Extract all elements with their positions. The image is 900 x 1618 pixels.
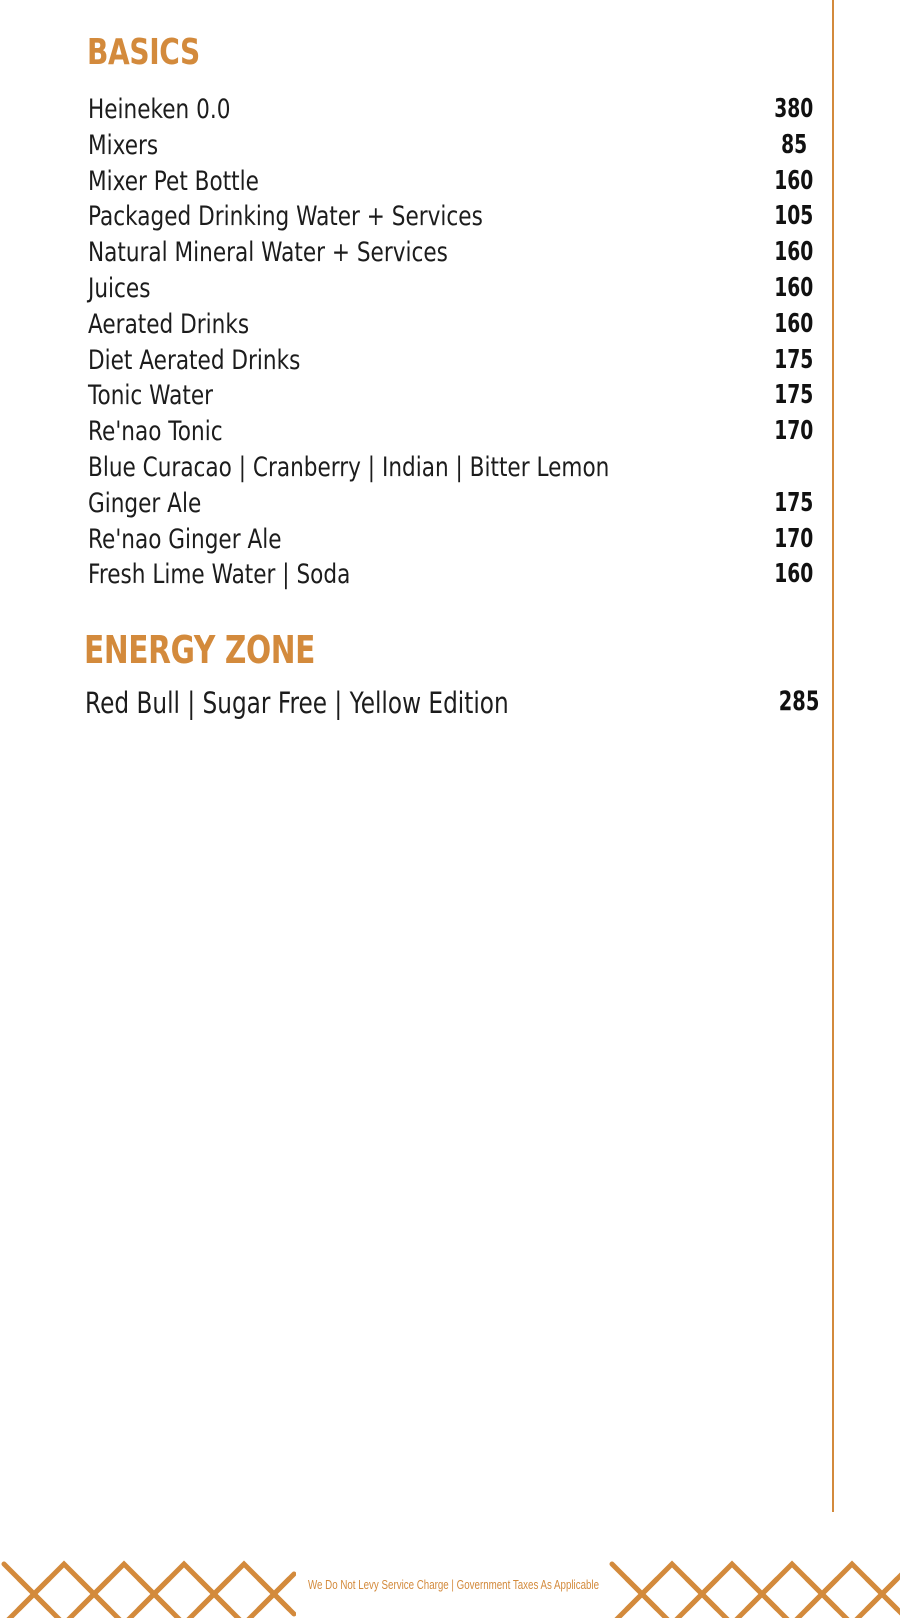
menu-item-name: Re'nao Tonic: [88, 416, 223, 448]
menu-item-name: Re'nao Ginger Ale: [88, 523, 282, 555]
menu-item-name: Red Bull | Sugar Free | Yellow Edition: [85, 686, 509, 720]
menu-item: [88, 164, 813, 200]
menu-item-price: 285: [778, 686, 819, 717]
menu-item: [88, 343, 813, 379]
menu-item: [88, 557, 813, 593]
menu-item-price: 170: [773, 523, 813, 554]
menu-item: [85, 684, 819, 724]
menu-item: [88, 522, 813, 558]
menu-item: [88, 199, 813, 235]
menu-item: [88, 414, 813, 450]
menu-item-name: Blue Curacao | Cranberry | Indian | Bitter Lemon: [88, 451, 610, 483]
menu-item-price: 175: [773, 487, 813, 518]
menu-item: [88, 271, 813, 307]
footer: [0, 1558, 900, 1618]
menu-item-price: 160: [773, 308, 813, 339]
menu-item-price: 160: [773, 165, 813, 196]
page-border-line: [832, 0, 834, 1512]
section-title-basics: BASICS: [87, 32, 200, 73]
menu-item-name: Tonic Water: [88, 380, 214, 412]
energy-zone-list: [85, 684, 819, 724]
menu-item: [88, 92, 813, 128]
menu-item-name: Fresh Lime Water | Soda: [88, 559, 351, 591]
menu-item: [88, 235, 813, 271]
menu-item-price: 160: [773, 237, 813, 268]
basics-list: [88, 92, 813, 593]
lattice-border-icon: [608, 1558, 900, 1618]
menu-item-price: 160: [773, 559, 813, 590]
menu-item-price: 160: [773, 272, 813, 303]
menu-item-price: 170: [773, 416, 813, 447]
menu-item-variants: [88, 450, 813, 486]
section-title-energy-zone: ENERGY ZONE: [84, 628, 316, 672]
footer-note: We Do Not Levy Service Charge | Government Taxes As Applicable: [308, 1578, 600, 1592]
menu-item-price: 175: [773, 344, 813, 375]
menu-item: [88, 128, 813, 164]
menu-item: [88, 378, 813, 414]
menu-item-price: 380: [773, 94, 813, 124]
menu-item-name: Mixers: [88, 129, 159, 161]
menu-item-name: Ginger Ale: [88, 487, 202, 519]
menu-item-price: 175: [773, 380, 813, 411]
menu-item-name: Juices: [88, 272, 151, 304]
menu-item-price: 85: [780, 129, 807, 160]
menu-item-price: 105: [773, 201, 813, 232]
menu-item-name: Aerated Drinks: [88, 308, 250, 340]
menu-item: [88, 486, 813, 522]
menu-item-name: Diet Aerated Drinks: [88, 344, 301, 376]
menu-item-name: Packaged Drinking Water + Services: [88, 201, 483, 233]
menu-item-name: Heineken 0.0: [88, 94, 231, 125]
lattice-border-icon: [0, 1558, 296, 1618]
menu-item-name: Mixer Pet Bottle: [88, 165, 259, 197]
menu-item-name: Natural Mineral Water + Services: [88, 237, 448, 269]
menu-item: [88, 307, 813, 343]
